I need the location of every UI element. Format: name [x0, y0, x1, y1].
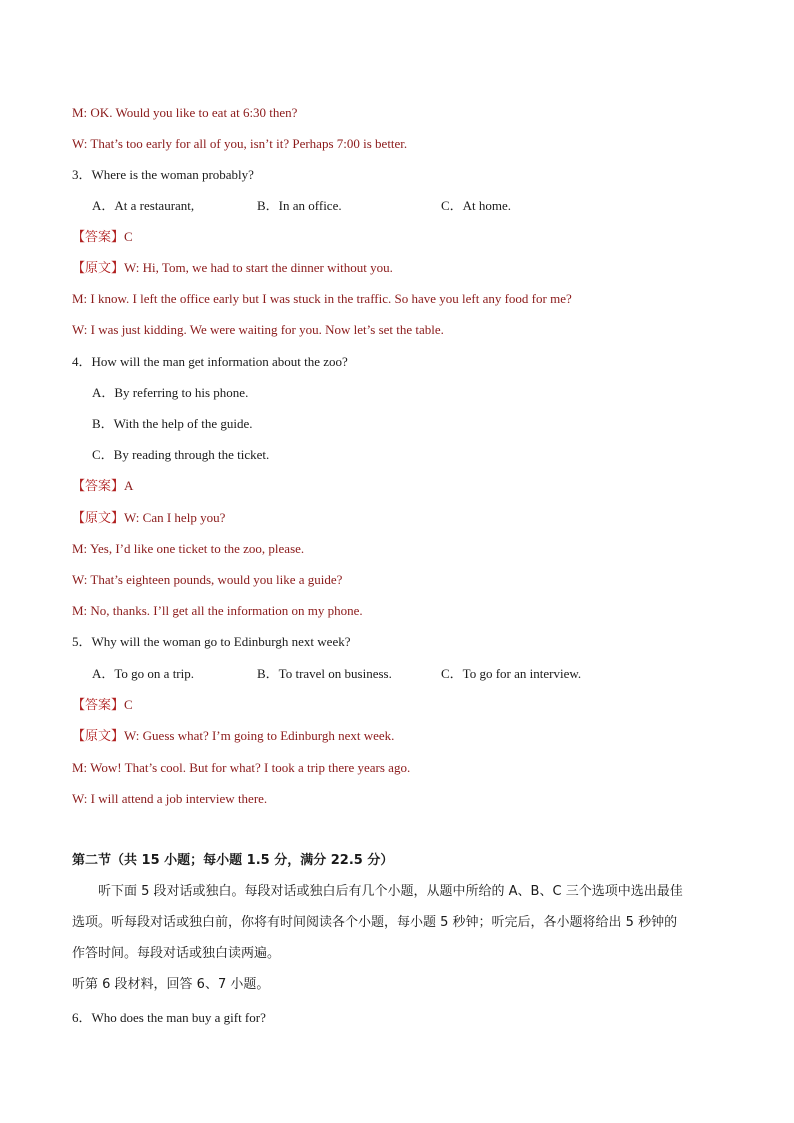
dialogue-line: W: That’s too early for all of you, isn’t it? Perhaps 7:00 is better. [72, 136, 408, 151]
q4-transcript-line [72, 510, 225, 527]
answer-tag: 【答案】 [72, 230, 125, 245]
question-5: 5．Why will the woman go to Edinburgh next week? [72, 634, 351, 649]
q5-transcript-line: W: I will attend a job interview there. [72, 791, 268, 806]
dialogue-line: M: OK. Would you like to eat at 6:30 then? [72, 105, 298, 120]
q3-transcript-line [72, 260, 393, 277]
q3-option-a: A．At a restaurant, [92, 198, 195, 213]
answer-tag: 【答案】 [72, 479, 125, 494]
transcript-tag: 【原文】 [72, 511, 125, 526]
answer-tag: 【答案】 [72, 698, 125, 713]
q4-answer [72, 478, 133, 495]
question-3: 3．Where is the woman probably? [72, 167, 254, 182]
answer-value: C [124, 697, 133, 712]
q4-option-b: B．With the help of the guide. [92, 416, 253, 431]
q3-transcript-line: W: I was just kidding. We were waiting for you. Now let’s set the table. [72, 322, 444, 337]
question-4: 4．How will the man get information about the zoo? [72, 354, 348, 369]
answer-value: A [124, 478, 134, 493]
transcript-tag: 【原文】 [72, 261, 125, 276]
section-heading: 第二节（共 15 小题；每小题 1.5 分，满分 22.5 分） [72, 853, 394, 868]
q4-transcript-line: M: Yes, I’d like one ticket to the zoo, please. [72, 541, 305, 556]
q3-answer [72, 229, 133, 246]
instruction-line: 作答时间。每段对话或独白读两遍。 [72, 946, 281, 961]
transcript-text: W: Guess what? I’m going to Edinburgh next week. [124, 728, 395, 743]
q4-option-a: A．By referring to his phone. [92, 385, 249, 400]
q4-transcript-line: M: No, thanks. I’ll get all the information on my phone. [72, 603, 363, 618]
question-6: 6．Who does the man buy a gift for? [72, 1010, 266, 1025]
q5-option-a: A．To go on a trip. [92, 666, 194, 681]
instruction-line: 听下面 5 段对话或独白。每段对话或独白后有几个小题，从题中所给的 A、B、C 三个选项中选出最佳 [98, 884, 683, 899]
answer-value: C [124, 229, 133, 244]
q3-option-c: C．At home. [441, 198, 512, 213]
q4-transcript-line: W: That’s eighteen pounds, would you like a guide? [72, 572, 343, 587]
q5-option-b: B．To travel on business. [257, 666, 392, 681]
q5-answer [72, 697, 133, 714]
q3-option-b: B．In an office. [257, 198, 342, 213]
q5-transcript-line: M: Wow! That’s cool. But for what? I took a trip there years ago. [72, 760, 411, 775]
q5-transcript-line [72, 728, 394, 745]
instruction-line: 选项。听每段对话或独白前，你将有时间阅读各个小题，每小题 5 秒钟；听完后，各小题将给出 5 秒钟的 [72, 915, 678, 930]
transcript-tag: 【原文】 [72, 729, 125, 744]
q3-transcript-line: M: I know. I left the office early but I was stuck in the traffic. So have you left any food for me? [72, 291, 572, 306]
transcript-text: W: Can I help you? [124, 510, 226, 525]
material-note: 听第 6 段材料，回答 6、7 小题。 [72, 977, 270, 992]
transcript-text: W: Hi, Tom, we had to start the dinner without you. [124, 260, 393, 275]
q5-option-c: C．To go for an interview. [441, 666, 582, 681]
q4-option-c: C．By reading through the ticket. [92, 447, 270, 462]
